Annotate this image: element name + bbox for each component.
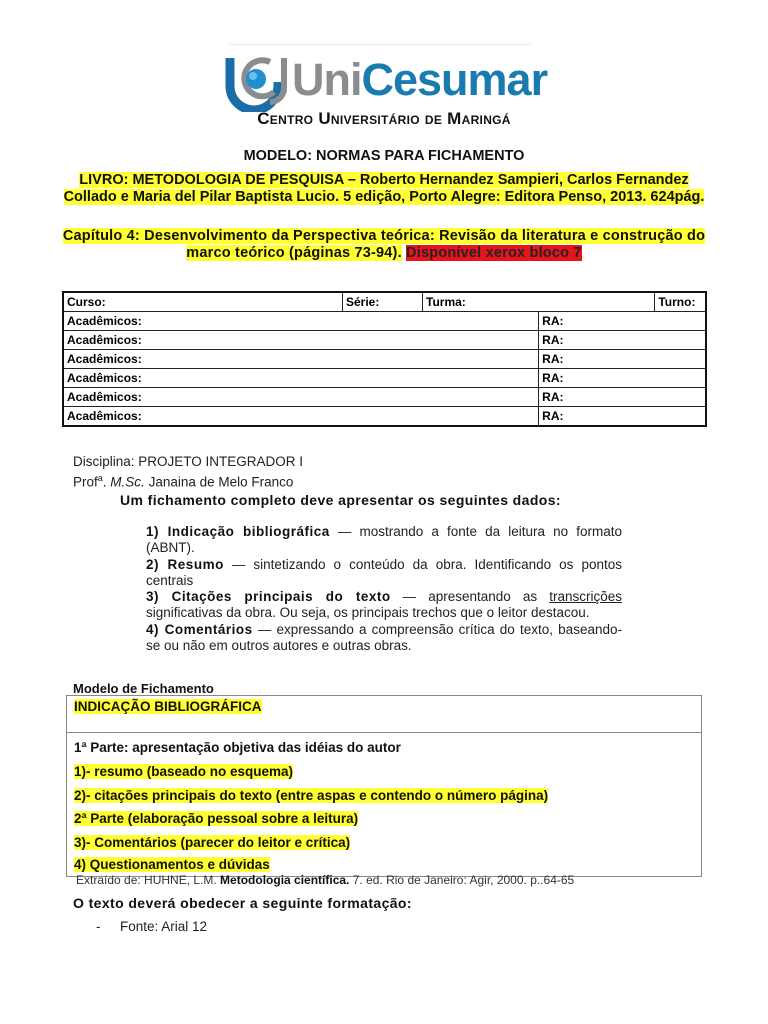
brand-name <box>292 52 547 108</box>
institution-subtitle: Centro Universitário de Maringá <box>257 109 511 128</box>
table-row <box>63 331 706 350</box>
table-row <box>63 369 706 388</box>
model-part1: 1ª Parte: apresentação objetiva das idéias do autor <box>74 740 401 755</box>
model-line-text: 4) Questionamentos e dúvidas <box>74 857 270 872</box>
item-underlined: transcrições <box>549 589 622 605</box>
availability-note: Disponível xerox bloco 7 <box>406 245 582 261</box>
prof-prefix: Prof <box>73 474 98 490</box>
student-info-table <box>62 291 707 427</box>
table-row <box>63 407 706 427</box>
item-text: — apresentando as <box>390 589 550 605</box>
formatting-title: O texto deverá obedecer a seguinte formatação: <box>73 895 412 911</box>
item-title: 1) Indicação bibliográfica <box>146 524 330 539</box>
list-item <box>146 524 622 557</box>
ra-field[interactable]: RA: <box>539 350 706 369</box>
bullet-dash: - <box>96 919 101 934</box>
model-line <box>74 787 548 804</box>
students-field[interactable]: Acadêmicos: <box>63 388 539 407</box>
model-line-text: 2)- citações principais do texto (entre aspas e contendo o número página) <box>74 788 549 803</box>
ra-field[interactable]: RA: <box>539 331 706 350</box>
formatting-item <box>96 919 207 934</box>
item-text: — mostrando a fonte da leitura no formato (ABNT). <box>146 524 623 556</box>
model-header <box>74 698 262 715</box>
source-prefix: Extraído de: HUHNE, L.M. <box>76 873 221 887</box>
brand-name-uni: Uni <box>292 54 362 105</box>
source-title: Metodologia científica. <box>220 873 350 887</box>
ra-field[interactable]: RA: <box>539 312 706 331</box>
table-row <box>63 388 706 407</box>
chapter-text: Capítulo 4: Desenvolvimento da Perspectiva teórica: Revisão da literatura e construção do marco teórico (páginas 73-94). <box>62 228 706 261</box>
prof-sup: a <box>97 473 103 483</box>
requirements-intro: Um fichamento completo deve apresentar os seguintes dados: <box>120 492 561 508</box>
model-header-text: INDICAÇÃO BIBLIOGRÁFICA <box>74 699 262 714</box>
class-field[interactable]: Turma: <box>423 292 655 312</box>
model-part2 <box>74 810 358 827</box>
students-field[interactable]: Acadêmicos: <box>63 407 539 427</box>
item-text: — sintetizando o conteúdo da obra. Identificando os pontos centrais <box>146 556 622 588</box>
item-title: 4) Comentários <box>146 621 253 637</box>
table-row <box>63 350 706 369</box>
source-citation <box>76 873 574 887</box>
prof-name: Janaina de Melo Franco <box>148 474 294 490</box>
formatting-item-text: Fonte: Arial 12 <box>120 919 208 934</box>
model-line <box>74 856 270 873</box>
ra-field[interactable]: RA: <box>539 388 706 407</box>
series-field[interactable]: Série: <box>343 292 423 312</box>
item-title: 3) Citações principais do texto <box>146 589 391 605</box>
ra-field[interactable]: RA: <box>539 369 706 388</box>
model-line <box>74 834 350 851</box>
model-line-text: 3)- Comentários (parecer do leitor e crítica) <box>74 835 351 850</box>
model-line <box>74 763 293 780</box>
item-text: — expressando a compreensão crítica do texto, baseando-se ou não em outros autores e outras obras. <box>146 621 622 654</box>
chapter-reference <box>60 228 708 262</box>
model-line-text: 1)- resumo (baseado no esquema) <box>74 764 294 779</box>
discipline-line: Disciplina: PROJETO INTEGRADOR I <box>73 454 304 469</box>
list-item <box>146 589 622 622</box>
model-label: Modelo de Fichamento <box>73 681 214 696</box>
book-reference <box>60 172 708 206</box>
brand-name-cesumar: Cesumar <box>361 54 548 105</box>
item-title: 2) Resumo <box>146 556 224 572</box>
model-part2-text: 2ª Parte (elaboração pessoal sobre a leitura) <box>74 811 359 826</box>
list-item <box>146 622 622 655</box>
students-field[interactable]: Acadêmicos: <box>63 331 539 350</box>
item-text: significativas da obra. Ou seja, os principais trechos que o leitor destacou. <box>146 605 590 621</box>
book-reference-text: LIVRO: METODOLOGIA DE PESQUISA – Roberto Hernandez Sampieri, Carlos Fernandez Collado e Maria del Pilar Baptista Lucio. 5 edição, Porto Alegre: Editora Penso, 2013. 624pág. <box>63 172 705 205</box>
source-suffix: 7. ed. Rio de Janeiro: Agir, 2000. p..64-65 <box>349 873 575 887</box>
shift-field[interactable]: Turno: <box>655 292 706 312</box>
table-row <box>63 312 706 331</box>
requirements-list <box>146 524 622 654</box>
professor-line: Prof$^a$. M.Sc. Janaina de Melo Franco <box>73 473 294 490</box>
model-box <box>66 695 702 877</box>
students-field[interactable]: Acadêmicos: <box>63 312 539 331</box>
course-row <box>63 292 706 312</box>
document-title: MODELO: NORMAS PARA FICHAMENTO <box>243 148 525 164</box>
students-field[interactable]: Acadêmicos: <box>63 350 539 369</box>
course-field[interactable]: Curso: <box>63 292 343 312</box>
ra-field[interactable]: RA: <box>539 407 706 427</box>
prof-title: M.Sc. <box>110 474 145 490</box>
course-info <box>73 454 303 491</box>
list-item <box>146 557 622 590</box>
students-field[interactable]: Acadêmicos: <box>63 369 539 388</box>
logo-divider <box>230 44 530 45</box>
